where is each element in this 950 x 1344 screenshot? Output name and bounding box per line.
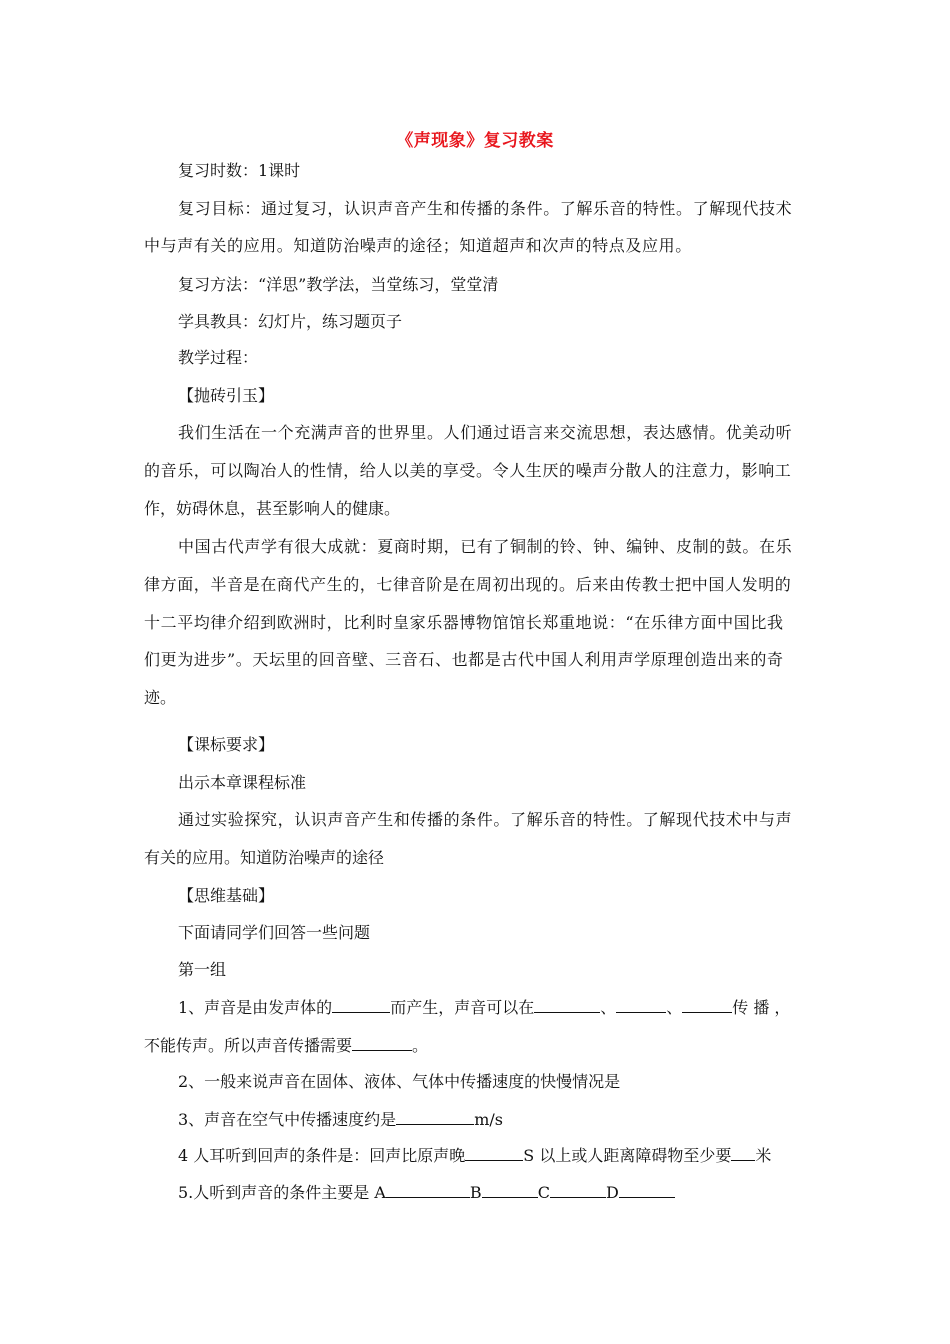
question-4 (178, 1145, 771, 1166)
answer-blank[interactable] (352, 1035, 412, 1051)
standard-intro-line: 出示本章课程标准 (178, 773, 307, 792)
q3-text-a: 3、声音在空气中传播速度约是 (178, 1110, 397, 1129)
standard-p-line-1: 通过实验探究，认识声音产生和传播的条件。了解乐音的特性。了解现代技术中与声 (178, 810, 793, 829)
question-1-line-2 (144, 1035, 428, 1056)
intro-p1-line-1: 我们生活在一个充满声音的世界里。人们通过语言来交流思想，表达感情。优美动听 (178, 423, 793, 442)
q5-text-c: C (537, 1183, 550, 1202)
answer-blank[interactable] (482, 1182, 538, 1198)
intro-p1-line-3: 作，妨碍休息，甚至影响人的健康。 (144, 499, 401, 518)
method-line: 复习方法：“洋思”教学法，当堂练习，堂堂清 (178, 275, 499, 294)
group-label: 第一组 (178, 960, 227, 979)
duration-line: 复习时数：1课时 (178, 161, 301, 180)
q4-text-b: S 以上或人距离障碍物至少要 (523, 1146, 732, 1165)
standard-p-line-2: 有关的应用。知道防治噪声的途径 (144, 848, 385, 867)
answer-blank[interactable] (465, 1145, 523, 1161)
question-5 (178, 1182, 675, 1203)
q1-text-g: 。 (412, 1036, 429, 1055)
q1-text-b: 而产生，声音可以在 (390, 998, 535, 1017)
q1-text-f: 不能传声。所以声音传播需要 (144, 1036, 353, 1055)
intro-p2-line-1: 中国古代声学有很大成就：夏商时期，已有了铜制的铃、钟、编钟、皮制的鼓。在乐 (178, 537, 793, 556)
q4-text-c: 米 (755, 1146, 772, 1165)
intro-p2-line-5: 迹。 (144, 688, 177, 707)
intro-p2-line-4: 们更为进步”。天坛里的回音壁、三音石、也都是古代中国人利用声学原理创造出来的奇 (144, 650, 784, 669)
section-heading-basics: 【思维基础】 (178, 886, 275, 905)
answer-blank[interactable] (550, 1182, 606, 1198)
answer-blank[interactable] (619, 1182, 675, 1198)
q1-text-c: 、 (600, 998, 617, 1017)
section-heading-intro: 【抛砖引玉】 (178, 386, 275, 405)
intro-p2-line-3: 十二平均律介绍到欧洲时，比利时皇家乐器博物馆馆长郑重地说：“在乐律方面中国比我 (144, 613, 784, 632)
answer-blank[interactable] (534, 997, 600, 1013)
question-2: 2、一般来说声音在固体、液体、气体中传播速度的快慢情况是 (178, 1072, 621, 1091)
answer-blank[interactable] (616, 997, 666, 1013)
goal-line-1: 复习目标：通过复习，认识声音产生和传播的条件。了解乐音的特性。了解现代技术 (178, 199, 793, 218)
q1-text-e: 传 播 ， (732, 998, 791, 1017)
answer-blank[interactable] (332, 997, 390, 1013)
q3-unit: m/s (474, 1110, 503, 1129)
answer-blank[interactable] (386, 1182, 470, 1198)
question-3 (178, 1109, 503, 1130)
q5-text-d: D (605, 1183, 619, 1202)
answer-blank[interactable] (682, 997, 732, 1013)
q4-text-a: 4 人耳听到回声的条件是：回声比原声晚 (178, 1146, 466, 1165)
question-1-line-1 (178, 997, 790, 1018)
q5-text-b: B (469, 1183, 482, 1202)
intro-p2-line-2: 律方面，半音是在商代产生的，七律音阶是在周初出现的。后来由传教士把中国人发明的 (144, 575, 792, 594)
basics-prompt: 下面请同学们回答一些问题 (178, 923, 371, 942)
goal-line-2: 中与声有关的应用。知道防治噪声的途径；知道超声和次声的特点及应用。 (144, 236, 692, 255)
answer-blank[interactable] (731, 1145, 755, 1161)
q1-text-d: 、 (666, 998, 683, 1017)
tools-line: 学具教具：幻灯片，练习题页子 (178, 312, 403, 331)
intro-p1-line-2: 的音乐，可以陶冶人的性情，给人以美的享受。令人生厌的噪声分散人的注意力，影响工 (144, 461, 792, 480)
document-title: 《声现象》复习教案 (396, 131, 554, 151)
q1-text-a: 1、声音是由发声体的 (178, 998, 333, 1017)
q5-text-a: 5.人听到声音的条件主要是 A (178, 1183, 386, 1202)
section-heading-standard: 【课标要求】 (178, 735, 275, 754)
answer-blank[interactable] (396, 1109, 474, 1125)
process-line: 教学过程： (178, 348, 259, 367)
